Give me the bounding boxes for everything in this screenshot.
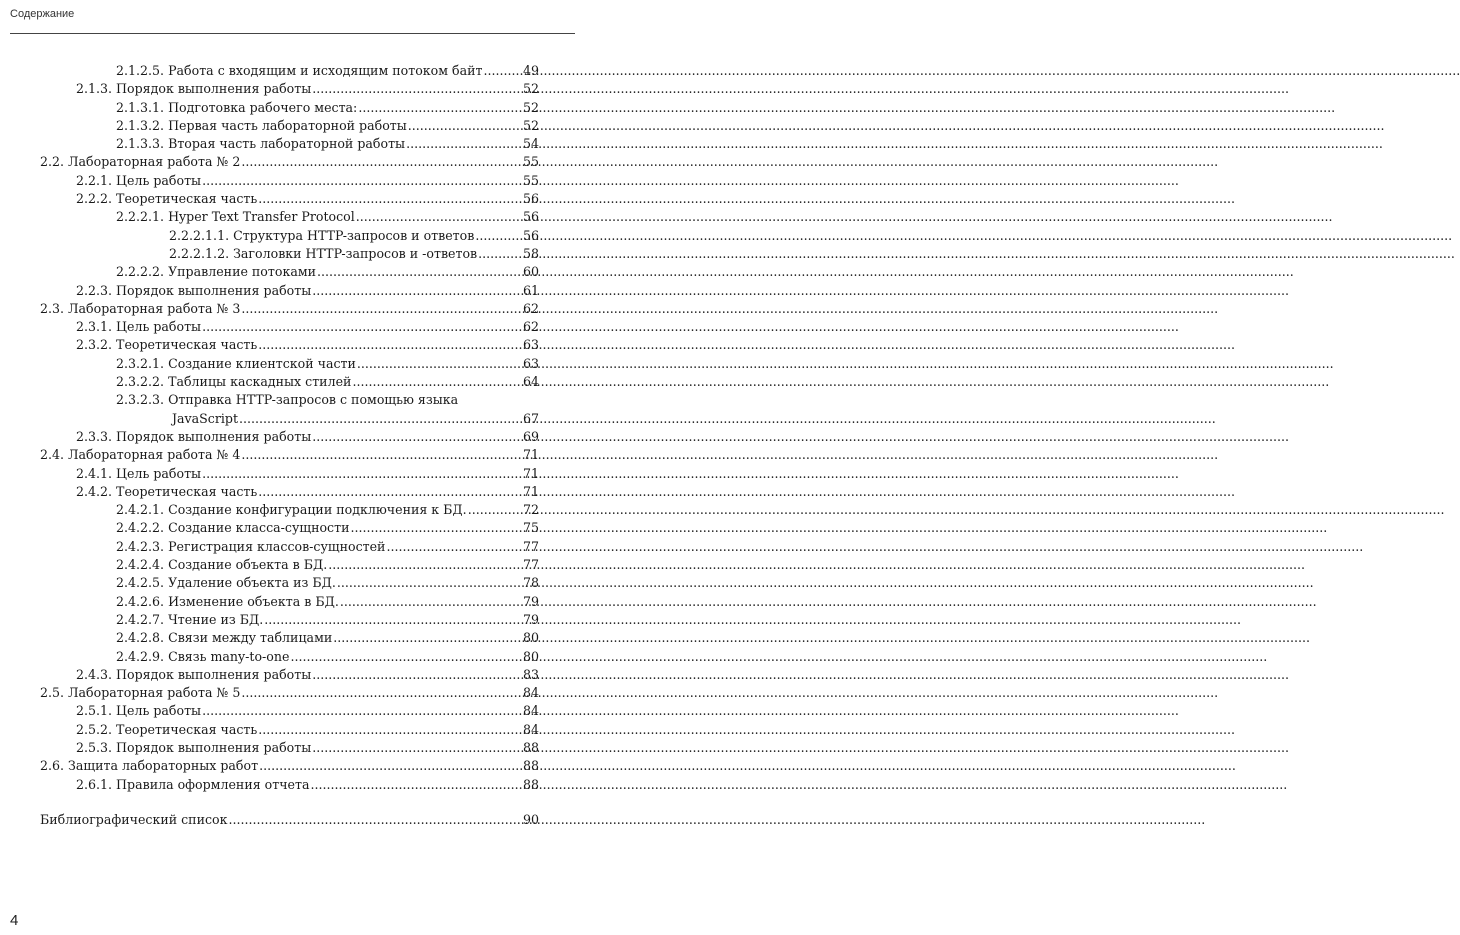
toc-entry-page: 69 [522, 428, 539, 444]
toc-dot-leader [241, 300, 522, 318]
toc-entry-page: 71 [522, 483, 539, 499]
toc-entry-page: 52 [522, 117, 539, 133]
toc-entry [40, 519, 539, 537]
toc-entry-page: 90 [522, 811, 539, 827]
toc-entry-text: 2.1.3.3. Вторая часть лабораторной работы [116, 136, 406, 152]
toc-dot-leader [357, 355, 522, 373]
toc-entry-page: 77 [522, 538, 539, 554]
toc-entry-text: 2.2.2. Теоретическая часть [76, 191, 258, 207]
toc-dot-leader [241, 446, 522, 464]
toc-dot-leader [333, 629, 522, 647]
toc-entry-text: 2.4.3. Порядок выполнения работы [76, 666, 312, 682]
toc-dot-leader [475, 227, 522, 245]
toc-entry [40, 318, 539, 336]
toc-entry-page: 75 [522, 520, 539, 536]
toc-dot-leader [290, 648, 522, 666]
toc-dot-leader [386, 538, 522, 556]
toc-entry [40, 501, 539, 519]
toc-dot-leader [202, 318, 522, 336]
toc-dot-leader [312, 666, 522, 684]
toc-entry-continuation: JavaScript [172, 410, 239, 426]
toc-entry-text: 2.4.2.9. Связь many-to-one [116, 648, 290, 664]
toc-dot-leader [340, 593, 522, 611]
toc-entry [40, 739, 539, 757]
toc-entry [40, 721, 539, 739]
toc-entry [40, 80, 539, 98]
toc-entry [40, 574, 539, 592]
toc-entry-page: 52 [522, 81, 539, 97]
toc-entry [40, 208, 539, 226]
toc-entry [40, 190, 539, 208]
toc-entry-text: 2.2.1. Цель работы [76, 172, 202, 188]
toc-entry-text: 2.2.2.2. Управление потоками [116, 264, 317, 280]
toc-entry-page: 56 [522, 227, 539, 243]
toc-entry-page: 72 [522, 502, 539, 518]
toc-entry-text: 2.1.3.1. Подготовка рабочего места: [116, 99, 358, 115]
toc-entry [40, 538, 539, 556]
toc-entry-page: 84 [522, 685, 539, 701]
toc-dot-leader [259, 757, 522, 775]
toc-dot-leader [239, 410, 522, 428]
toc-entry-page: 62 [522, 319, 539, 335]
toc-entry-text: 2.4.1. Цель работы [76, 465, 202, 481]
toc-entry-page: 49 [522, 63, 539, 78]
toc-entry [40, 263, 539, 281]
toc-entry-page: 71 [522, 447, 539, 463]
toc-entry-text: 2.1.2.5. Работа с входящим и исходящим потоком байт [116, 63, 483, 78]
toc-entry-page: 67 [522, 410, 539, 426]
toc-entry-page: 54 [522, 136, 539, 152]
toc-dot-leader [328, 556, 522, 574]
toc-entry-text: 2.4.2.4. Создание объекта в БД. [116, 557, 328, 573]
toc-entry [40, 556, 539, 574]
toc-entry-text: 2.4.2.8. Связи между таблицами [116, 630, 333, 646]
toc-entry [40, 300, 539, 318]
toc-entry-text: 2.1.3. Порядок выполнения работы [76, 81, 312, 97]
toc-entry-text: 2.5.1. Цель работы [76, 703, 202, 719]
toc-entry-page: 83 [522, 666, 539, 682]
toc-entry-page: 84 [522, 703, 539, 719]
toc-dot-leader [408, 117, 522, 135]
toc-entry-text: 2.4. Лабораторная работа № 4 [40, 447, 241, 463]
toc-dot-leader [241, 153, 522, 171]
toc-entry-text: 2.4.2.7. Чтение из БД. [116, 611, 264, 627]
toc-entry-text: 2.6. Защита лабораторных работ [40, 758, 259, 774]
toc-dot-leader [312, 739, 522, 757]
toc-entry-text: 2.6.1. Правила оформления отчета [76, 776, 310, 792]
toc-dot-leader [337, 574, 522, 592]
toc-dot-leader [258, 483, 522, 501]
toc-entry [40, 446, 539, 464]
running-head-title: Содержание [10, 8, 75, 20]
toc-entry-text: 2.1.3.2. Первая часть лабораторной работы [116, 117, 407, 133]
toc-entry [40, 666, 539, 684]
toc-entry [40, 336, 539, 354]
toc-entry [40, 153, 539, 171]
toc-entry [40, 373, 539, 391]
toc-dot-leader [358, 99, 522, 117]
toc-dot-leader [241, 684, 522, 702]
toc-entry [40, 428, 539, 446]
toc-entry-text: 2.2.2.1.1. Структура HTTP-запросов и ответов [169, 227, 475, 243]
toc-dot-leader [312, 80, 522, 98]
toc-entry-text: 2.2.3. Порядок выполнения работы [76, 282, 312, 298]
toc-entry-text: 2.3.2.3. Отправка HTTP-запросов с помощью языка [116, 392, 459, 408]
toc-entry [40, 282, 539, 300]
toc-entry [40, 684, 539, 702]
toc-entry-text: 2.3.2. Теоретическая часть [76, 337, 258, 353]
toc-entry [40, 629, 539, 647]
toc-entry-page: 80 [522, 648, 539, 664]
toc-entry-page: 88 [522, 739, 539, 755]
toc-entry-text: 2.2. Лабораторная работа № 2 [40, 154, 241, 170]
toc-entry [40, 757, 539, 775]
toc-dot-leader [478, 245, 522, 263]
toc-entry-page: 80 [522, 630, 539, 646]
toc-entry [40, 593, 539, 611]
toc-dot-leader [356, 208, 522, 226]
toc-entry-text: 2.4.2.6. Изменение объекта в БД. [116, 593, 339, 609]
toc-entry [40, 135, 539, 153]
toc-dot-leader [258, 336, 522, 354]
toc-entry-page: 88 [522, 776, 539, 792]
toc-entry-page: 60 [522, 264, 539, 280]
toc-entry-text: 2.4.2.2. Создание класса-сущности [116, 520, 350, 536]
toc-entry-text: 2.3.1. Цель работы [76, 319, 202, 335]
toc-entry [40, 611, 539, 629]
toc-entry [40, 245, 539, 263]
toc-entry-text: 2.3.3. Порядок выполнения работы [76, 428, 312, 444]
toc-entry-text: 2.4.2.5. Удаление объекта из БД. [116, 575, 336, 591]
toc-entry-page: 58 [522, 245, 539, 261]
toc-entry [40, 811, 539, 829]
toc-entry-text: 2.3.2.2. Таблицы каскадных стилей [116, 374, 352, 390]
toc-entry [40, 776, 539, 794]
toc-entry-page: 71 [522, 465, 539, 481]
toc-dot-leader [468, 501, 522, 519]
toc-dot-leader [310, 776, 521, 794]
toc-dot-leader [202, 465, 522, 483]
toc-entry [40, 172, 539, 190]
toc-entry-page: 56 [522, 209, 539, 225]
toc-entry-page: 55 [522, 172, 539, 188]
toc-entry [40, 99, 539, 117]
toc-dot-leader [312, 428, 522, 446]
toc-entry-page: 56 [522, 191, 539, 207]
toc-entry-page: 88 [522, 758, 539, 774]
table-of-contents [40, 62, 539, 829]
toc-dot-leader [350, 519, 521, 537]
toc-dot-leader [312, 282, 522, 300]
toc-entry [40, 702, 539, 720]
toc-entry [40, 483, 539, 501]
toc-entry-page: 78 [522, 575, 539, 591]
toc-entry [40, 391, 539, 428]
toc-dot-leader [264, 611, 522, 629]
page-number: 4 [10, 912, 19, 929]
toc-entry [40, 648, 539, 666]
toc-entry-text: Библиографический список [40, 811, 228, 827]
toc-entry-text: 2.4.2.3. Регистрация классов-сущностей [116, 538, 386, 554]
toc-dot-leader [483, 62, 521, 80]
toc-dot-leader [228, 811, 522, 829]
toc-entry [40, 227, 539, 245]
toc-entry-text: 2.3.2.1. Создание клиентской части [116, 355, 356, 371]
toc-entry [40, 465, 539, 483]
toc-dot-leader [317, 263, 522, 281]
toc-entry-page: 77 [522, 557, 539, 573]
toc-entry-page: 63 [522, 337, 539, 353]
toc-entry-page: 79 [522, 593, 539, 609]
toc-entry-text: 2.4.2.1. Создание конфигурации подключения к БД. [116, 502, 467, 518]
toc-entry-text: 2.2.2.1.2. Заголовки HTTP-запросов и -ответов [169, 245, 478, 261]
toc-spacer [40, 794, 539, 811]
toc-dot-leader [202, 702, 522, 720]
toc-entry-page: 55 [522, 154, 539, 170]
toc-entry [40, 62, 539, 80]
toc-entry-text: 2.2.2.1. Hyper Text Transfer Protocol [116, 209, 355, 225]
toc-dot-leader [258, 721, 522, 739]
toc-entry-page: 63 [522, 355, 539, 371]
header-rule [10, 33, 575, 34]
toc-entry-text: 2.4.2. Теоретическая часть [76, 483, 258, 499]
toc-entry [40, 355, 539, 373]
toc-dot-leader [352, 373, 522, 391]
toc-entry-text: 2.5.2. Теоретическая часть [76, 721, 258, 737]
toc-dot-leader [202, 172, 522, 190]
toc-entry-page: 79 [522, 611, 539, 627]
toc-dot-leader [406, 135, 522, 153]
toc-entry-page: 84 [522, 721, 539, 737]
toc-dot-leader [258, 190, 522, 208]
toc-entry-page: 52 [522, 99, 539, 115]
toc-entry-text: 2.5.3. Порядок выполнения работы [76, 739, 312, 755]
toc-entry-page: 61 [522, 282, 539, 298]
toc-entry-text: 2.3. Лабораторная работа № 3 [40, 300, 241, 316]
toc-entry-page: 64 [522, 374, 539, 390]
toc-entry-text: 2.5. Лабораторная работа № 5 [40, 685, 241, 701]
toc-entry [40, 117, 539, 135]
toc-entry-page: 62 [522, 300, 539, 316]
